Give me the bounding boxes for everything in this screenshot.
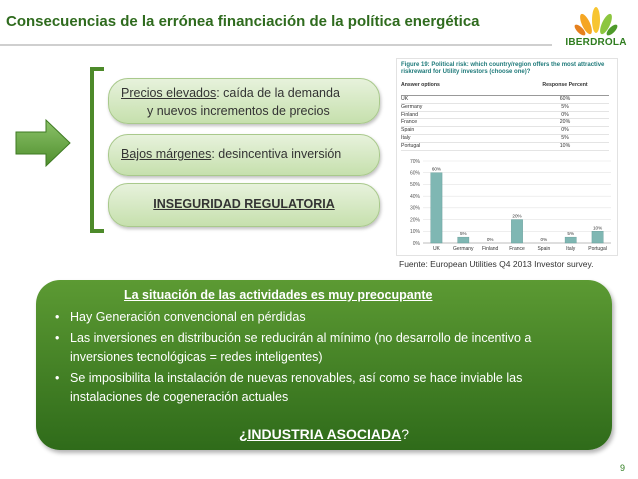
pill-keyword: Precios elevados bbox=[121, 86, 217, 100]
x-tick-label: France bbox=[509, 246, 525, 252]
table-cell-option: Germany bbox=[401, 103, 423, 110]
survey-bar-chart bbox=[397, 157, 617, 255]
page-title: Consecuencias de la errónea financiación de la política energética bbox=[6, 13, 480, 30]
table-cell-option: Italy bbox=[401, 134, 411, 141]
x-tick-label: Spain bbox=[537, 246, 551, 252]
footer-question: ¿INDUSTRIA ASOCIADA bbox=[238, 426, 402, 442]
summary-box bbox=[36, 280, 612, 450]
table-cell-option: France bbox=[401, 119, 418, 126]
pill-text-line2: y nuevos incrementos de precios bbox=[147, 104, 330, 118]
x-tick-label: Italy bbox=[566, 246, 576, 252]
y-tick-label: 40% bbox=[409, 193, 420, 200]
pill-inseguridad-regulatoria bbox=[108, 183, 380, 227]
bar-data-label: 5% bbox=[459, 231, 467, 237]
table-cell-option: Portugal bbox=[401, 142, 421, 149]
pill-text: : desincentiva inversión bbox=[211, 147, 342, 161]
x-tick-label: UK bbox=[432, 246, 440, 252]
y-tick-label: 70% bbox=[409, 158, 420, 165]
y-tick-label: 50% bbox=[409, 182, 420, 189]
table-row bbox=[401, 119, 609, 127]
right-arrow-icon bbox=[14, 118, 72, 168]
table-cell-percent: 0% bbox=[561, 127, 569, 134]
survey-figure bbox=[396, 58, 618, 256]
table-cell-percent: 20% bbox=[559, 119, 571, 126]
table-row bbox=[401, 127, 609, 135]
chart-bar bbox=[458, 237, 469, 243]
table-cell-percent: 5% bbox=[561, 103, 569, 110]
col-header-options: Answer options bbox=[401, 82, 440, 88]
y-tick-label: 0% bbox=[412, 240, 420, 247]
bar-data-label: 20% bbox=[512, 213, 522, 219]
figure-title: Figure 19: Political risk: which country/region offers the most attractive riskreward for Utility investors (choose one)? bbox=[401, 62, 605, 75]
logo-text: IBERDROLA bbox=[565, 37, 627, 48]
table-cell-option: Finland bbox=[401, 111, 419, 118]
header-divider bbox=[0, 44, 552, 46]
y-tick-label: 60% bbox=[409, 170, 420, 177]
bar-data-label: 60% bbox=[431, 166, 442, 172]
chart-bar bbox=[431, 173, 442, 243]
pill-text: : caída de la demanda bbox=[216, 86, 340, 100]
pill-keyword: INSEGURIDAD REGULATORIA bbox=[153, 197, 335, 211]
table-header bbox=[401, 83, 609, 96]
bar-data-label: 10% bbox=[592, 225, 603, 231]
table-cell-percent: 0% bbox=[561, 111, 569, 118]
table-cell-percent: 5% bbox=[561, 134, 569, 141]
figure-source: Fuente: European Utilities Q4 2013 Investor survey. bbox=[399, 259, 594, 269]
page-number: 9 bbox=[620, 463, 626, 473]
table-cell-option: UK bbox=[401, 96, 409, 102]
x-tick-label: Germany bbox=[453, 246, 474, 252]
y-tick-label: 10% bbox=[409, 229, 420, 236]
y-tick-label: 20% bbox=[409, 217, 420, 224]
x-tick-label: Finland bbox=[481, 246, 499, 252]
bullet-item: • Se imposibilita la instalación de nuevas renovables, así como se hace inviable las instalaciones de cogeneración actuales bbox=[52, 369, 592, 407]
bar-data-label: 5% bbox=[567, 231, 575, 237]
summary-bullets bbox=[52, 308, 592, 409]
chart-bar bbox=[565, 237, 576, 243]
col-header-percent: Response Percent bbox=[542, 82, 588, 88]
chart-bar bbox=[592, 231, 603, 243]
table-row bbox=[401, 96, 609, 104]
table-row bbox=[401, 143, 609, 151]
pill-bajos-margenes bbox=[108, 134, 380, 176]
bar-data-label: 0% bbox=[486, 237, 494, 242]
bullet-item: • Hay Generación convencional en pérdidas bbox=[52, 308, 592, 327]
table-row bbox=[401, 104, 609, 112]
left-bracket bbox=[86, 66, 108, 236]
y-tick-label: 30% bbox=[409, 205, 420, 212]
summary-heading: La situación de las actividades es muy preocupante bbox=[124, 288, 433, 302]
footer-question-mark: ? bbox=[401, 426, 410, 442]
x-tick-label: Portugal bbox=[588, 246, 607, 252]
table-row bbox=[401, 112, 609, 120]
iberdrola-logo bbox=[556, 4, 636, 54]
pill-keyword: Bajos márgenes bbox=[121, 147, 212, 161]
figure-table bbox=[401, 83, 609, 151]
iberdrola-leaf-icon bbox=[556, 4, 636, 38]
table-cell-percent: 60% bbox=[559, 96, 571, 102]
pill-precios-elevados bbox=[108, 78, 380, 124]
bar-data-label: 0% bbox=[540, 237, 548, 242]
table-cell-percent: 10% bbox=[559, 142, 571, 149]
table-row bbox=[401, 135, 609, 143]
chart-bar bbox=[511, 220, 522, 243]
bullet-item: • Las inversiones en distribución se reducirán al mínimo (no desarrollo de incentivo a inversiones tecnológicas = redes inteligentes) bbox=[52, 329, 592, 367]
summary-footer bbox=[36, 426, 612, 442]
table-cell-option: Spain bbox=[401, 127, 415, 134]
